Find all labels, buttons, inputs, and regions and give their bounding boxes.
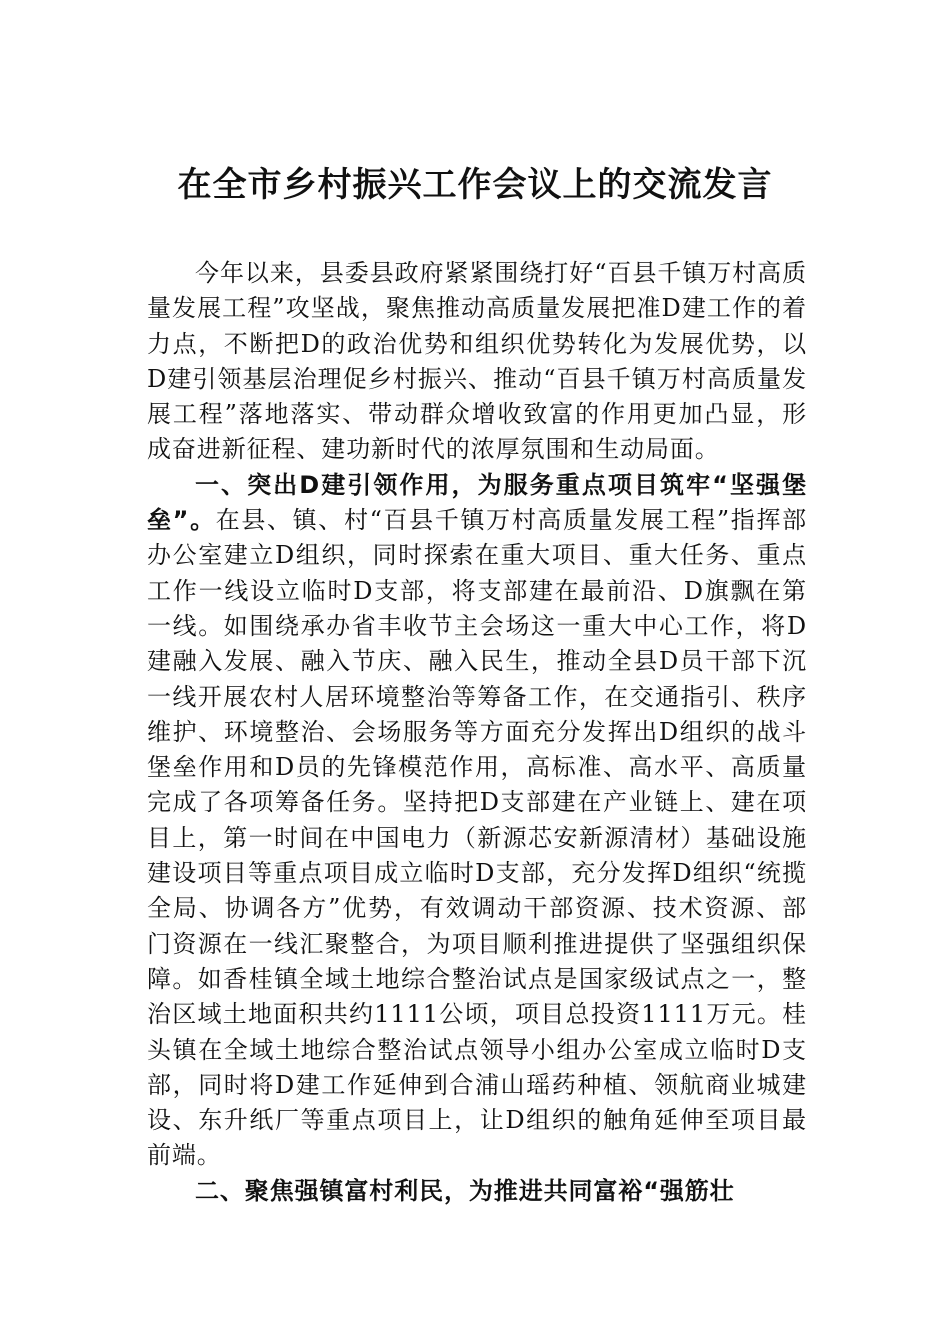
paragraph-text: 在县、镇、村“百县千镇万村高质量发展工程”指挥部办公室建立D组织，同时探索在重大项目、重大任务、重点工作一线设立临时D支部，将支部建在最前沿、D旗飘在第一线。如围绕承办省丰收节主会场这一重大中心工作，将D建融入发展、融入节庆、融入民生，推动全县D员干部下沉一线开展农村人居环境整治等筹备工作，在交通指引、秩序维护、环境整治、会场服务等方面充分发挥出D组织的战斗堡垒作用和D员的先锋模范作用，高标准、高水平、高质量完成了各项筹备任务。坚持把D支部建在产业链上、建在项目上，第一时间在中国电力（新源芯安新源清材）基础设施建设项目等重点项目成立临时D支部，充分发挥D组织“统揽全局、协调各方”优势，有效调动干部资源、技术资源、部门资源在一线汇聚整合，为项目顺利推进提供了坚强组织保障。如香桂镇全域土地综合整治试点是国家级试点之一，整治区域土地面积共约1111公顷，项目总投资1111万元。桂头镇在全域土地综合整治试点领导小组办公室成立临时D支部，同时将D建工作延伸到合浦山瑶药种植、领航商业城建设、东升纸厂等重点项目上，让D组织的触角延伸至项目最前端。 (147, 506, 807, 1170)
paragraph-intro (147, 256, 807, 468)
section-heading-1: 一、突出D建引领作用，为服务重点项目筑牢“坚强堡垒”。 (147, 470, 807, 535)
paragraph-text: 今年以来，县委县政府紧紧围绕打好“百县千镇万村高质量发展工程”攻坚战，聚焦推动高质量发展把准D建工作的着力点，不断把D的政治优势和组织优势转化为发展优势，以D建引领基层治理促乡村振兴、推动“百县千镇万村高质量发展工程”落地落实、带动群众增收致富的作用更加凸显，形成奋进新征程、建功新时代的浓厚氛围和生动局面。 (147, 259, 807, 464)
section-heading-2: 二、聚焦强镇富村利民，为推进共同富裕“强筋壮 (195, 1176, 735, 1205)
paragraph-section-1 (147, 468, 807, 1174)
document-title: 在全市乡村振兴工作会议上的交流发言 (177, 165, 773, 205)
document-body (147, 256, 807, 1209)
paragraph-section-2 (147, 1174, 807, 1209)
